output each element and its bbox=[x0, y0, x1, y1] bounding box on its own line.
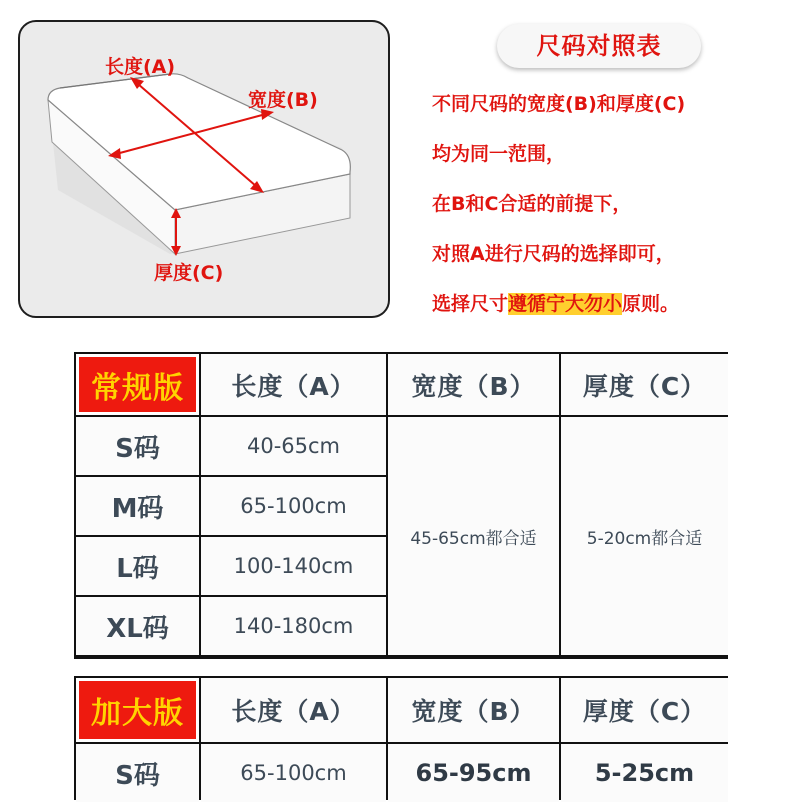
length-cell: 100-140cm bbox=[201, 537, 386, 595]
instruction-line: 均为同一范围， bbox=[432, 143, 566, 165]
header-width: 宽度（B） bbox=[388, 354, 559, 415]
width-label: 宽度(B) bbox=[248, 89, 318, 111]
header-width: 宽度（B） bbox=[388, 678, 559, 742]
size-chart-title: 尺码对照表 bbox=[497, 24, 701, 68]
instruction-line: 不同尺码的宽度(B)和厚度(C) bbox=[432, 93, 686, 115]
cushion-diagram bbox=[18, 20, 390, 318]
instruction-line-last bbox=[432, 282, 800, 332]
width-range-cell: 45-65cm都合适 bbox=[388, 417, 559, 655]
header-thickness: 厚度（C） bbox=[561, 354, 728, 415]
regular-size-table bbox=[74, 352, 728, 659]
header-thickness: 厚度（C） bbox=[561, 678, 728, 742]
size-instructions bbox=[432, 82, 800, 332]
thickness-label: 厚度(C) bbox=[154, 262, 224, 284]
length-cell: 40-65cm bbox=[201, 417, 386, 475]
large-size-table bbox=[74, 676, 728, 800]
size-cell: L码 bbox=[76, 537, 199, 595]
length-cell: 140-180cm bbox=[201, 597, 386, 655]
thickness-cell: 5-25cm bbox=[561, 744, 728, 802]
instruction-line: 对照A进行尺码的选择即可， bbox=[432, 243, 675, 265]
size-cell: S码 bbox=[76, 744, 199, 802]
length-label: 长度(A) bbox=[105, 56, 176, 78]
length-cell: 65-100cm bbox=[201, 744, 386, 802]
size-cell: M码 bbox=[76, 477, 199, 535]
header-length: 长度（A） bbox=[201, 354, 386, 415]
size-cell: XL码 bbox=[76, 597, 199, 655]
large-version-badge: 加大版 bbox=[76, 678, 199, 742]
regular-version-badge: 常规版 bbox=[76, 354, 199, 415]
width-cell: 65-95cm bbox=[388, 744, 559, 802]
thickness-range-cell: 5-20cm都合适 bbox=[561, 417, 728, 655]
instruction-prefix: 选择尺寸 bbox=[432, 293, 509, 315]
instruction-suffix: 原则。 bbox=[622, 293, 680, 315]
size-cell: S码 bbox=[76, 417, 199, 475]
highlighted-rule: 遵循宁大勿小 bbox=[508, 293, 623, 315]
header-length: 长度（A） bbox=[201, 678, 386, 742]
length-cell: 65-100cm bbox=[201, 477, 386, 535]
instruction-line: 在B和C合适的前提下， bbox=[432, 193, 632, 215]
